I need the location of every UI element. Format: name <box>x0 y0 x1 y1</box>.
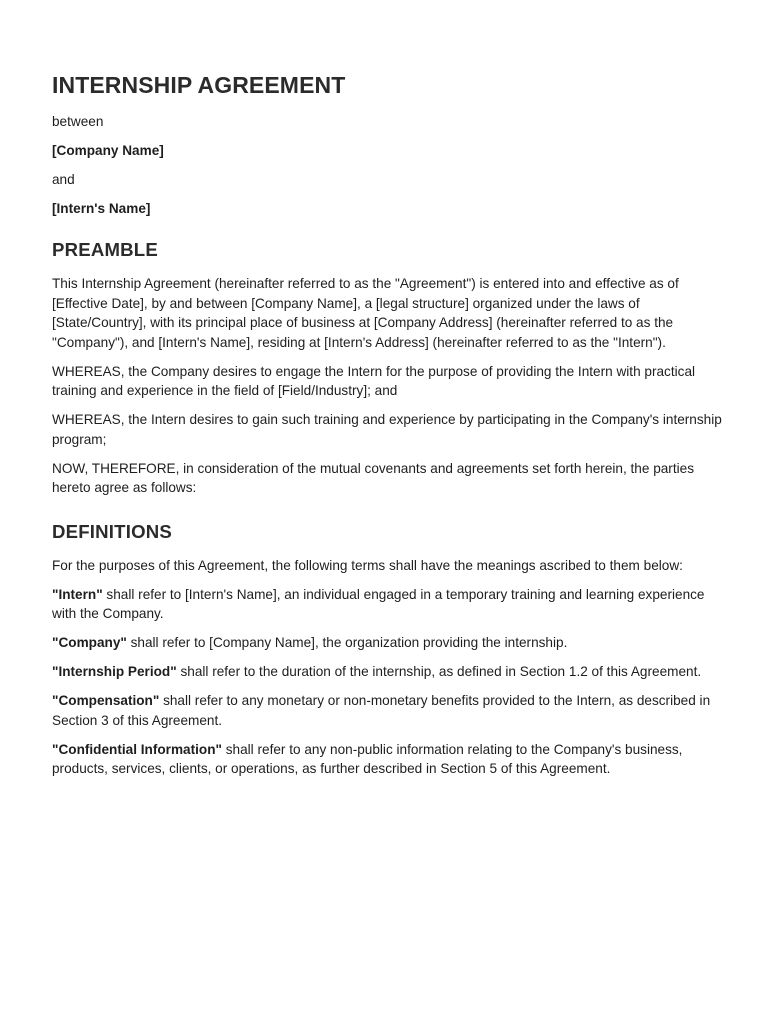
preamble-section <box>52 274 724 498</box>
intern-name-party: [Intern's Name] <box>52 201 151 216</box>
definition-text: shall refer to [Intern's Name], an individual engaged in a temporary training and learning experience with the Company. <box>52 586 705 621</box>
definition-item-confidential-information <box>52 740 724 779</box>
preamble-paragraph: This Internship Agreement (hereinafter referred to as the "Agreement") is entered into and effective as of [Effective Date], by and between [Company Name], a [legal structure] organized under the laws of [State/Country], with its principal place of business at [Company Address] (hereinafter referred to as the "Company"), and [Intern's Name], residing at [Intern's Address] (hereinafter referred to as the "Intern"). <box>52 276 679 350</box>
definitions-heading: DEFINITIONS <box>52 520 172 542</box>
definition-text: shall refer to the duration of the internship, as defined in Section 1.2 of this Agreement. <box>176 664 702 679</box>
document-page <box>52 70 724 779</box>
definition-term: "Confidential Information" <box>52 741 222 757</box>
definition-item-intern <box>52 585 724 624</box>
definition-text: shall refer to any non-public information relating to the Company's business, products, services, clients, or operations, as further described in Section 5 of this Agreement. <box>52 741 683 776</box>
definition-item-internship-period <box>52 662 724 682</box>
and-text: and <box>52 172 75 187</box>
definition-item-compensation <box>52 691 724 730</box>
definitions-intro: For the purposes of this Agreement, the following terms shall have the meanings ascribed to them below: <box>52 557 683 573</box>
whereas-intern-paragraph: WHEREAS, the Intern desires to gain such training and experience by participating in the Company's internship program; <box>52 412 722 447</box>
company-name-party: [Company Name] <box>52 143 164 158</box>
definition-text: shall refer to any monetary or non-monetary benefits provided to the Intern, as described in Section 3 of this Agreement. <box>52 693 711 728</box>
definition-term: "Intern" <box>52 586 103 602</box>
definition-term: "Internship Period" <box>52 664 177 679</box>
whereas-company-paragraph: WHEREAS, the Company desires to engage the Intern for the purpose of providing the Intern with practical training and experience in the field of [Field/Industry]; and <box>52 363 696 398</box>
definition-item-company <box>52 633 724 653</box>
now-therefore-paragraph: NOW, THEREFORE, in consideration of the mutual covenants and agreements set forth herein, the parties hereto agree as follows: <box>52 460 694 495</box>
definition-term: "Compensation" <box>52 693 160 708</box>
preamble-heading: PREAMBLE <box>52 239 158 260</box>
definition-term: "Company" <box>52 635 127 650</box>
definition-text: shall refer to [Company Name], the organization providing the internship. <box>126 635 568 650</box>
definitions-section <box>52 556 724 779</box>
document-title: INTERNSHIP AGREEMENT <box>52 72 346 98</box>
between-text: between <box>52 114 104 129</box>
